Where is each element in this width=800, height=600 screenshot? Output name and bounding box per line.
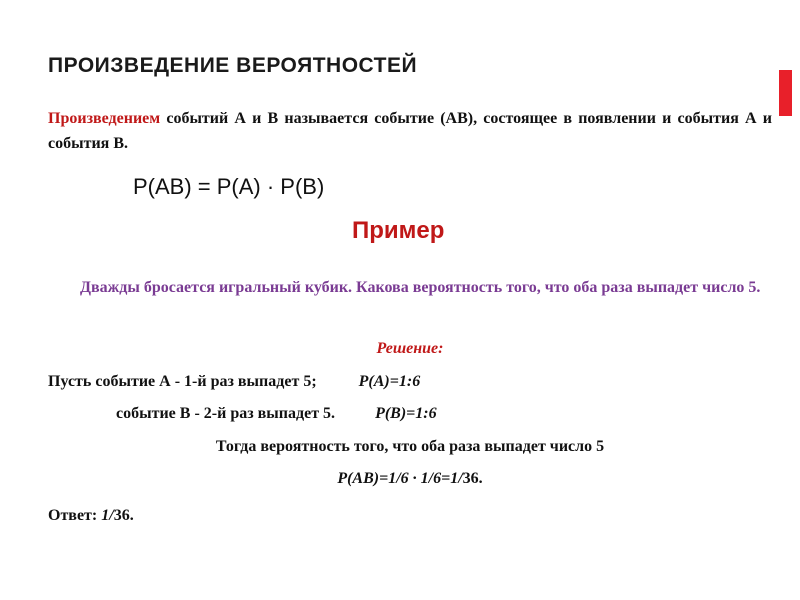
combined-probability: Р(АВ)=1/6 · 1/6=1/ <box>337 470 463 487</box>
solution-line-2 <box>116 405 437 423</box>
solution-label: Решение: <box>376 340 444 357</box>
product-formula: Р(АВ) = Р(А) · Р(В) <box>133 174 325 199</box>
event-b-text: событие В - 2-й раз выпадет 5. <box>116 405 336 422</box>
solution-line-3: Тогда вероятность того, что оба раза выпадет число 5 <box>215 438 605 455</box>
answer-line <box>48 507 134 525</box>
example-heading: Пример <box>352 217 445 244</box>
definition-paragraph <box>48 106 772 156</box>
combined-probability-tail: 36. <box>462 470 483 487</box>
event-a-text: Пусть событие А - 1-й раз выпадет 5; <box>48 373 317 390</box>
solution-line-1 <box>48 373 420 391</box>
problem-statement: Дважды бросается игральный кубик. Какова вероятность того, что оба раза выпадет число 5. <box>80 279 761 296</box>
accent-bar <box>779 70 792 116</box>
answer-tail: 36. <box>113 507 134 524</box>
answer-label: Ответ: <box>48 507 102 524</box>
answer-value: 1/ <box>101 507 114 524</box>
event-a-probability: Р(А)=1:6 <box>358 373 421 390</box>
solution-line-4 <box>0 470 800 488</box>
definition-text: событий А и В называется событие (АВ), состоящее в появлении и события А и события В. <box>48 110 772 152</box>
slide-title: ПРОИЗВЕДЕНИЕ ВЕРОЯТНОСТЕЙ <box>48 54 418 77</box>
definition-term: Произведением <box>48 110 161 127</box>
event-b-probability: Р(В)=1:6 <box>375 405 437 422</box>
